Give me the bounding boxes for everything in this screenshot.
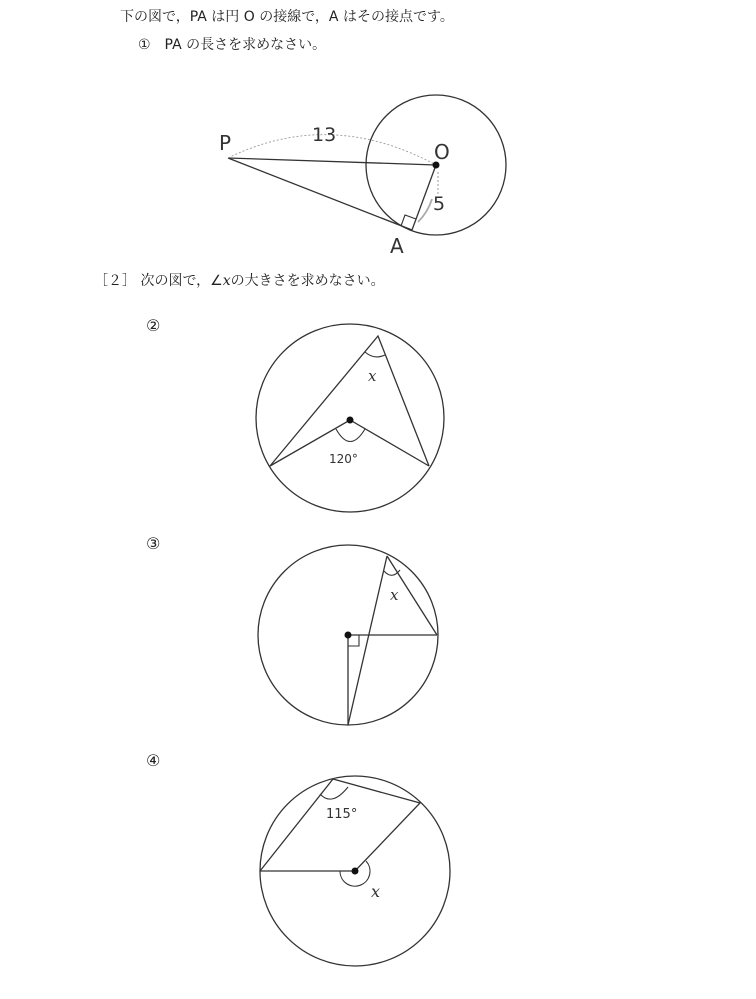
fig4-center-dot	[352, 868, 359, 875]
fig2-chords	[270, 336, 429, 466]
problem1-intro: 下の図で，PA は円 O の接線で，A はその接点です。	[120, 9, 454, 25]
fig1-length-5: 5	[433, 193, 446, 215]
fig4-var-x: x	[371, 882, 381, 901]
fig2-center-dot	[347, 417, 354, 424]
heading-variable: x	[222, 273, 231, 289]
figure-4	[260, 776, 450, 966]
fig1-label-o: O	[434, 140, 450, 164]
fig3-var-x: x	[390, 586, 399, 604]
question-3-number: ③	[146, 534, 161, 553]
fig3-angle-arc-x	[384, 570, 400, 575]
figure-3	[258, 545, 438, 725]
question-1-text: ① PA の長さを求めなさい。	[138, 37, 327, 53]
fig4-quadrilateral	[260, 779, 420, 871]
fig2-angle-arc-120	[336, 429, 365, 442]
fig3-chord-long	[348, 556, 387, 725]
fig2-angle-120: 120°	[329, 452, 358, 466]
fig3-center-dot	[345, 632, 352, 639]
figure-2	[256, 324, 444, 512]
fig1-label-a: A	[390, 234, 404, 258]
fig1-line-po	[228, 158, 436, 165]
fig1-label-p: P	[219, 131, 232, 155]
fig4-angle-arc-115	[320, 787, 348, 799]
fig2-angle-arc-x	[365, 352, 385, 357]
fig1-arc-5	[418, 199, 432, 222]
fig1-length-13: 13	[312, 124, 337, 146]
fig2-var-x: x	[368, 367, 377, 385]
fig4-angle-115: 115°	[326, 807, 358, 822]
question-2-number: ②	[146, 316, 161, 335]
heading-prefix: ［２］ 次の図で，∠	[94, 273, 223, 289]
question-4-number: ④	[146, 751, 161, 770]
heading-suffix: の大きさを求めなさい。	[230, 273, 385, 289]
figure-1	[228, 95, 506, 235]
fig1-line-pa	[228, 158, 412, 230]
